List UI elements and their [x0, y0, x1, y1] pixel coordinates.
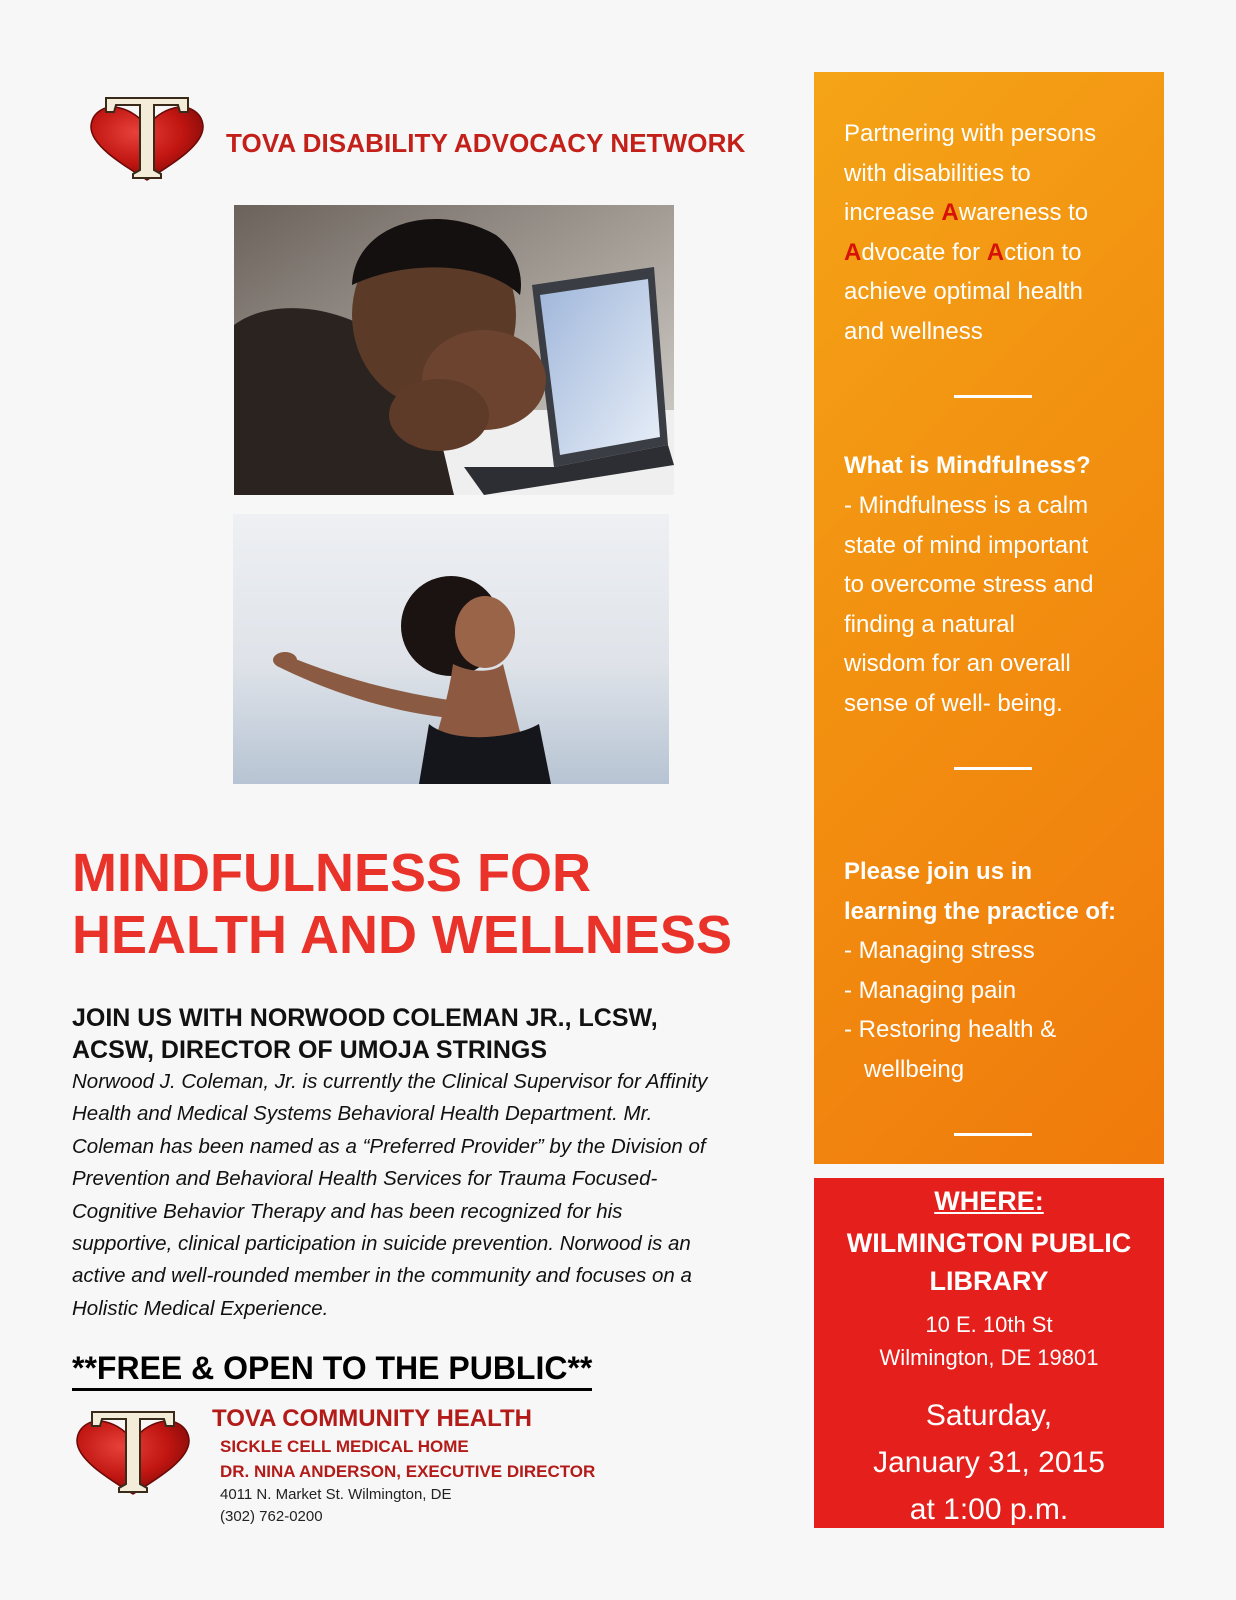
- mission-text: increase: [844, 199, 942, 226]
- man-at-laptop-photo: [234, 205, 674, 495]
- mindfulness-definition: [844, 486, 1142, 723]
- divider: [954, 395, 1032, 398]
- practice-title-line: Please join us in: [844, 858, 1033, 885]
- venue-line: WILMINGTON PUBLIC: [846, 1228, 1132, 1258]
- headline-line-1: MINDFULNESS FOR: [72, 843, 591, 903]
- divider: [954, 1133, 1032, 1136]
- practice-title-line: learning the practice of:: [844, 897, 1117, 925]
- mission-line: Partnering with persons: [844, 120, 1097, 147]
- mission-text: wareness to: [958, 199, 1089, 226]
- event-time: at 1:00 p.m.: [909, 1493, 1069, 1526]
- venue-address: [814, 1308, 1164, 1374]
- footer-line-2: DR. NINA ANDERSON, EXECUTIVE DIRECTOR: [220, 1462, 596, 1481]
- bio-line: supportive, clinical participation in suicide prevention. Norwood is an: [72, 1232, 691, 1256]
- mindfulness-line: to overcome stress and: [844, 571, 1094, 598]
- bio-line: Norwood J. Coleman, Jr. is currently the Clinical Supervisor for Affinity: [72, 1070, 708, 1093]
- list-item: - Managing pain: [844, 976, 1017, 1004]
- event-date: January 31, 2015: [873, 1446, 1105, 1479]
- bio-line: Cognitive Behavior Therapy and has been recognized for his: [72, 1199, 623, 1223]
- mission-statement: [844, 114, 1142, 351]
- footer-address: 4011 N. Market St. Wilmington, DE: [220, 1486, 452, 1503]
- mission-line: achieve optimal health: [844, 278, 1083, 305]
- mission-line: and wellness: [844, 317, 983, 345]
- mindfulness-title: What is Mindfulness?: [844, 452, 1091, 479]
- event-headline: [72, 842, 752, 966]
- woman-arms-outstretched-photo: [233, 514, 669, 784]
- tova-logo-icon: [88, 92, 206, 184]
- tova-community-logo-icon: [74, 1406, 192, 1498]
- list-item: - Restoring health &: [844, 1016, 1057, 1043]
- headline-line-2: HEALTH AND WELLNESS: [72, 905, 732, 965]
- footer-org-name: TOVA COMMUNITY HEALTH: [212, 1405, 532, 1432]
- mindfulness-line: state of mind important: [844, 531, 1089, 559]
- practice-list: [844, 931, 1142, 1089]
- mission-line: [844, 193, 1142, 233]
- mindfulness-line: - Mindfulness is a calm: [844, 492, 1089, 519]
- highlight-letter: A: [844, 238, 862, 266]
- event-location-panel: [814, 1178, 1164, 1528]
- man-at-laptop-photo-icon: [234, 205, 674, 495]
- event-datetime: [814, 1392, 1164, 1533]
- list-item: - Managing stress: [844, 937, 1035, 964]
- bio-line: Coleman has been named as a “Preferred Provider” by the Division of: [72, 1134, 706, 1158]
- venue-street: 10 E. 10th St: [925, 1312, 1053, 1337]
- practice-title: [844, 852, 1142, 931]
- bio-line: Prevention and Behavioral Health Services for Trauma Focused-: [72, 1167, 658, 1191]
- mission-text: ction to: [1004, 238, 1082, 266]
- bio-line: Health and Medical Systems Behavioral Health Department. Mr.: [72, 1102, 653, 1126]
- where-label: WHERE:: [934, 1186, 1044, 1216]
- footer-phone: (302) 762-0200: [220, 1508, 323, 1525]
- highlight-letter: A: [941, 199, 959, 226]
- venue-city: Wilmington, DE 19801: [879, 1345, 1099, 1370]
- venue-name: [814, 1224, 1164, 1300]
- mission-line: [844, 233, 1142, 273]
- mindfulness-line: sense of well- being.: [844, 689, 1063, 717]
- event-day: Saturday,: [925, 1399, 1053, 1432]
- speaker-bio: [72, 1066, 762, 1325]
- info-sidebar: [814, 72, 1164, 1164]
- subhead-line-1: JOIN US WITH NORWOOD COLEMAN JR., LCSW,: [72, 1004, 658, 1032]
- bio-line: active and well-rounded member in the community and focuses on a: [72, 1264, 692, 1288]
- mission-text: dvocate for: [861, 238, 987, 266]
- free-open-banner: **FREE & OPEN TO THE PUBLIC**: [72, 1350, 592, 1391]
- heart-t-logo-icon: [88, 92, 206, 184]
- speaker-subheading: [72, 1002, 772, 1066]
- org-title: TOVA DISABILITY ADVOCACY NETWORK: [226, 128, 746, 158]
- mindfulness-line: wisdom for an overall: [844, 650, 1071, 677]
- venue-line: LIBRARY: [929, 1266, 1049, 1296]
- subhead-line-2: ACSW, DIRECTOR OF UMOJA STRINGS: [72, 1036, 548, 1064]
- mindfulness-line: finding a natural: [844, 610, 1015, 638]
- mission-line: with disabilities to: [844, 159, 1031, 187]
- heart-t-logo-icon: [74, 1406, 192, 1498]
- highlight-letter: A: [986, 238, 1005, 266]
- footer-line-1: SICKLE CELL MEDICAL HOME: [220, 1437, 469, 1456]
- bio-line: Holistic Medical Experience.: [72, 1296, 329, 1320]
- list-item: wellbeing: [864, 1055, 965, 1083]
- divider: [954, 767, 1032, 770]
- footer-organization: [212, 1404, 595, 1528]
- woman-arms-outstretched-photo-icon: [233, 514, 669, 784]
